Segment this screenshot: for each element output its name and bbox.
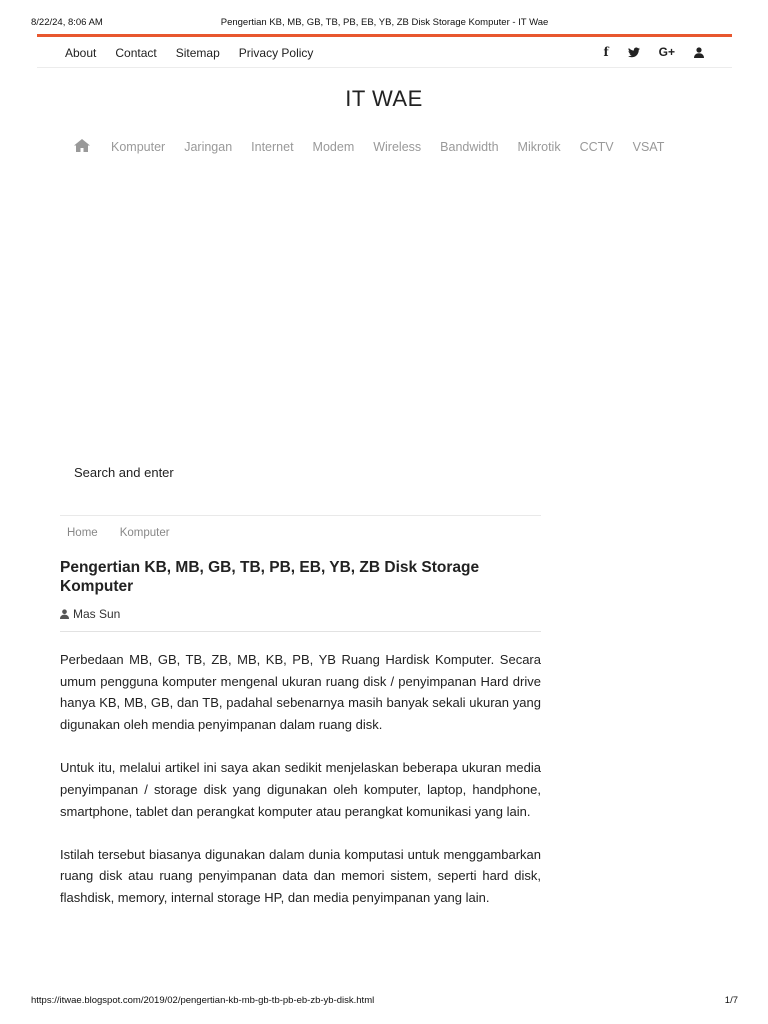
print-url: https://itwae.blogspot.com/2019/02/pengertian-kb-mb-gb-tb-pb-eb-zb-yb-disk.html xyxy=(31,995,375,1006)
top-link-contact[interactable]: Contact xyxy=(115,46,157,60)
breadcrumb-home[interactable]: Home xyxy=(67,527,98,539)
post-paragraph: Perbedaan MB, GB, TB, ZB, MB, KB, PB, YB Ruang Hardisk Komputer. Secara umum pengguna komputer mengenal ukuran ruang disk / penyimpanan Hard drive hanya KB, MB, GB, dan TB, padahal sebenarnya masih banyak sekali ukuran yang digunakan oleh mendia penyimpanan dalam ruang disk. xyxy=(60,652,541,733)
nav-item-cctv[interactable]: CCTV xyxy=(579,140,614,154)
post-title: Pengertian KB, MB, GB, TB, PB, EB, YB, ZB Disk Storage Komputer xyxy=(60,559,480,595)
home-icon[interactable] xyxy=(74,139,90,155)
top-links xyxy=(65,46,332,60)
breadcrumb xyxy=(67,527,192,539)
nav-item-komputer[interactable]: Komputer xyxy=(111,140,166,154)
nav-item-modem[interactable]: Modem xyxy=(312,140,355,154)
nav-item-internet[interactable]: Internet xyxy=(251,140,294,154)
author-divider xyxy=(60,631,541,632)
post-paragraph: Istilah tersebut biasanya digunakan dalam dunia komputasi untuk menggambarkan ruang disk atau ruang penyimpanan data dan memori sistem, seperti hard disk, flashdisk, memory, internal storage HP, dan media penyimpanan yang lain. xyxy=(60,846,541,905)
search-input[interactable]: Search and enter xyxy=(74,465,174,480)
print-page-number: 1/7 xyxy=(724,995,738,1006)
post-author xyxy=(60,607,120,621)
post-body xyxy=(60,649,541,930)
top-link-privacy-policy[interactable]: Privacy Policy xyxy=(238,46,314,60)
user-icon[interactable] xyxy=(694,47,704,58)
top-link-sitemap[interactable]: Sitemap xyxy=(175,46,220,60)
nav-item-mikrotik[interactable]: Mikrotik xyxy=(517,140,561,154)
social-links xyxy=(584,46,704,59)
breadcrumb-divider xyxy=(60,515,541,516)
author-name[interactable]: Mas Sun xyxy=(73,607,121,621)
site-title[interactable]: IT WAE xyxy=(345,86,423,111)
user-icon xyxy=(60,609,69,619)
twitter-icon[interactable] xyxy=(628,47,640,58)
print-header xyxy=(31,17,738,31)
breadcrumb-komputer[interactable]: Komputer xyxy=(119,527,170,539)
top-link-about[interactable]: About xyxy=(65,46,97,60)
facebook-icon[interactable]: f xyxy=(603,45,609,59)
top-bar xyxy=(37,37,732,68)
nav-item-vsat[interactable]: VSAT xyxy=(632,140,665,154)
nav-item-jaringan[interactable]: Jaringan xyxy=(184,140,233,154)
post-paragraph: Untuk itu, melalui artikel ini saya akan sedikit menjelaskan beberapa ukuran media penyimpanan / storage disk yang digunakan oleh komputer, laptop, handphone, smartphone, tablet dan perangkat komputer atau perangkat komunikasi yang lain. xyxy=(60,760,541,819)
print-page-title: Pengertian KB, MB, GB, TB, PB, EB, YB, ZB Disk Storage Komputer - IT Wae xyxy=(220,17,549,28)
print-footer xyxy=(31,995,738,1009)
main-nav xyxy=(74,139,683,155)
nav-item-wireless[interactable]: Wireless xyxy=(373,140,422,154)
print-datetime: 8/22/24, 8:06 AM xyxy=(31,17,103,28)
google-plus-icon[interactable]: G+ xyxy=(658,45,675,59)
nav-item-bandwidth[interactable]: Bandwidth xyxy=(440,140,499,154)
